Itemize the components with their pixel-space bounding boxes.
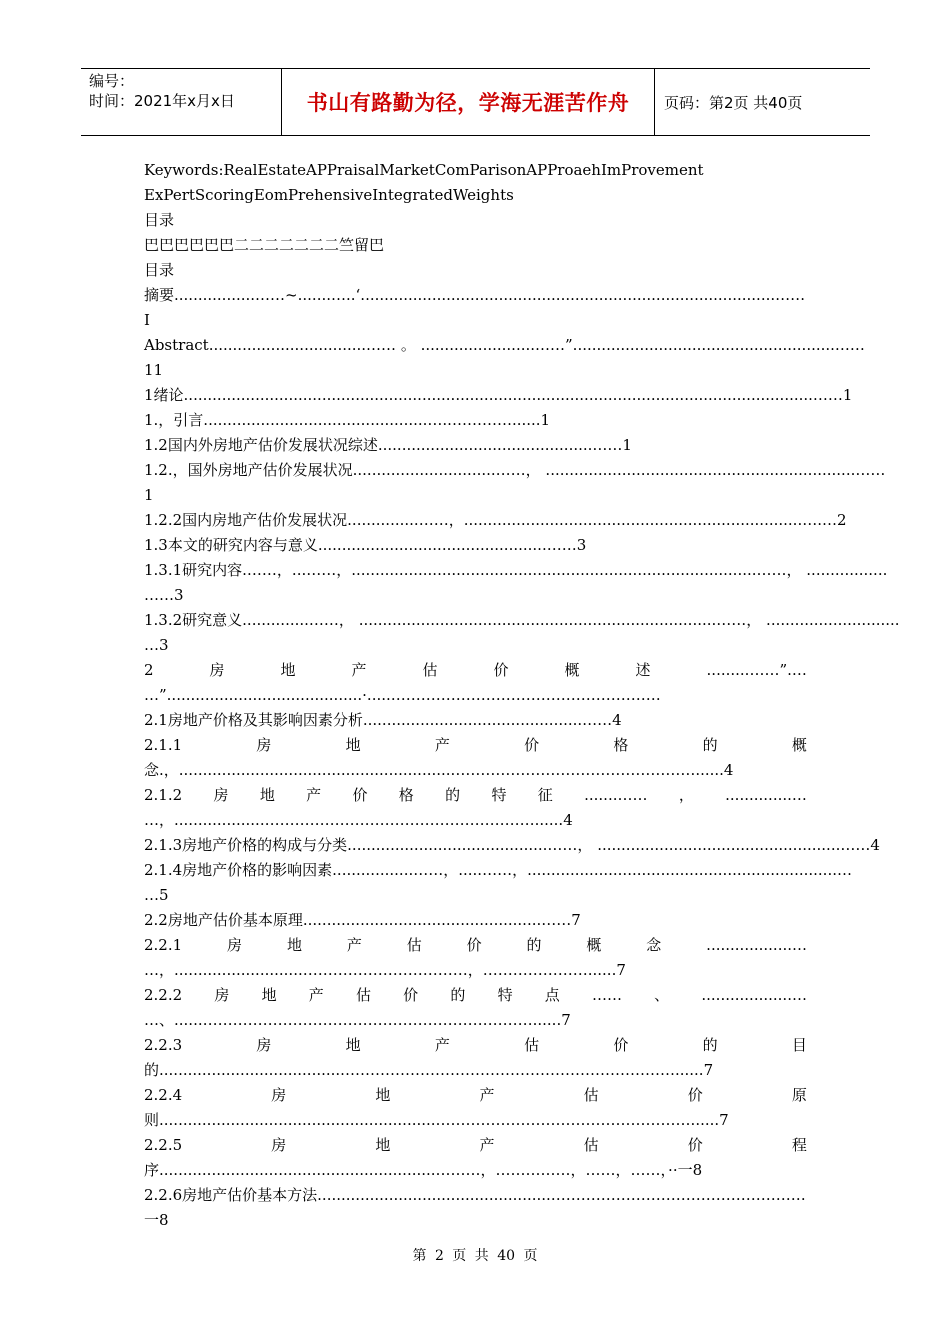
toc-entry-2-2-6[interactable]: 2.2.6房地产估价基本方法.................................................……………………………………………	[144, 1186, 806, 1204]
document-date: 时间：2021年x月x日	[89, 92, 235, 110]
toc-word: 、	[654, 986, 670, 1004]
toc-word: 价	[352, 786, 368, 804]
toc-word: 价	[687, 1086, 703, 1104]
toc-entry-2-1-4[interactable]: 2.1.4房地产价格的影响因素.................……，.....……，.................................................................…	[144, 861, 852, 879]
toc-entry-cont: …”.........................................·.....………………………………………………	[144, 686, 661, 704]
toc-word: 的	[526, 936, 542, 954]
toc-word: 2.2.3	[144, 1036, 183, 1054]
toc-word: 产	[346, 936, 362, 954]
toc-entry-page: I	[144, 311, 150, 329]
toc-word: 房	[271, 1086, 287, 1104]
toc-entry-abstract-en[interactable]: Abstract.................................…… 。 ........................……”.......................................................……	[144, 336, 865, 354]
toc-entry-page: 1	[144, 486, 154, 504]
toc-entry-1-3[interactable]: 1.3本文的研究内容与意义................................................……3	[144, 536, 587, 554]
toc-word: 特	[491, 786, 507, 804]
toc-entry-1-2-1[interactable]: 1.2.，国外房地产估价发展状况..............................……， .................................................................……	[144, 461, 886, 479]
garbled-text: 巴巴巴巴巴巴二二二二二二二竺留巴	[144, 236, 385, 254]
toc-entry-cont: …、......…………………………………………………………......7	[144, 1011, 571, 1029]
toc-word: 价	[403, 986, 419, 1004]
toc-word: 地	[259, 786, 275, 804]
toc-entry-cont: …，...........................……………………………，…………………......7	[144, 961, 626, 979]
document-body	[144, 158, 900, 1233]
keywords-line: Keywords:RealEstateAPPraisalMarketComParisonAPProaehImProvement	[144, 161, 704, 179]
toc-word: 房	[213, 786, 229, 804]
toc-entry-2-2-4[interactable]	[144, 1083, 807, 1108]
toc-word: 述	[635, 661, 651, 679]
toc-word: 2	[144, 661, 154, 679]
toc-entry-page: ……3	[144, 586, 184, 604]
toc-entry-cont: 的.......................................…………………………………………………………......7	[144, 1061, 714, 1079]
toc-word: 念	[646, 936, 662, 954]
toc-word: 2.2.1	[144, 936, 183, 954]
toc-word: 价	[687, 1136, 703, 1154]
toc-word: 2.2.4	[144, 1086, 183, 1104]
toc-entry-2-1[interactable]: 2.1房地产价格及其影响因素分析..............................................……4	[144, 711, 622, 729]
toc-entry-cont: …，...................………………………………………………......4	[144, 811, 573, 829]
toc-word: 的	[450, 986, 466, 1004]
toc-heading-2: 目录	[144, 261, 175, 279]
toc-word: 地	[261, 986, 277, 1004]
toc-entry-1[interactable]: 1绪论....................................................................................................................................……1	[144, 386, 853, 404]
toc-word: 2.2.5	[144, 1136, 183, 1154]
toc-word: 地	[345, 1036, 361, 1054]
toc-word: 格	[398, 786, 414, 804]
toc-word: 概	[564, 661, 580, 679]
toc-word: 产	[434, 736, 450, 754]
toc-word: 价	[493, 661, 509, 679]
toc-entry-1-1[interactable]: 1.，引言...............................................…..…………......1	[144, 411, 551, 429]
keywords-line-cont: ExPertScoringEomPrehensiveIntegratedWeights	[144, 186, 514, 204]
toc-word: 估	[583, 1136, 599, 1154]
toc-word: 地	[375, 1136, 391, 1154]
toc-word: .........……”.…	[706, 661, 807, 679]
toc-entry-abstract-cn[interactable]: 摘要.................……~.......…..‘.......................................................................................……	[144, 286, 806, 304]
toc-word: 房	[256, 736, 272, 754]
toc-word: 地	[280, 661, 296, 679]
toc-word: 2.1.2	[144, 786, 183, 804]
toc-word: 地	[345, 736, 361, 754]
header-motto: 书山有路勤为径，学海无涯苦作舟	[282, 69, 655, 135]
toc-word: 地	[286, 936, 302, 954]
toc-entry-2-1-1[interactable]	[144, 733, 807, 758]
toc-word: ..................…	[706, 936, 807, 954]
page-footer: 第 2 页 共 40 页	[412, 1248, 538, 1264]
toc-word: ……	[591, 986, 622, 1004]
toc-word: 2.1.1	[144, 736, 183, 754]
toc-entry-cont: 念.，..........................................................…………………………………………......4	[144, 761, 734, 779]
document-number-label: 编号：	[89, 72, 135, 90]
toc-entry-1-3-2[interactable]: 1.3.2研究意义..............……， ...........................................................................……， ............................	[144, 611, 900, 629]
toc-entry-page: …5	[144, 886, 169, 904]
toc-word: 产	[479, 1136, 495, 1154]
toc-word: 概	[791, 736, 807, 754]
toc-word: 概	[586, 936, 602, 954]
toc-word: 程	[791, 1136, 807, 1154]
toc-entry-2[interactable]	[144, 658, 807, 683]
toc-word: 价	[524, 736, 540, 754]
toc-word: 征	[537, 786, 553, 804]
toc-word: 产	[434, 1036, 450, 1054]
toc-word: 格	[613, 736, 629, 754]
toc-word: 估	[583, 1086, 599, 1104]
toc-word: 房	[227, 936, 243, 954]
toc-entry-2-2-1[interactable]	[144, 933, 807, 958]
toc-word: ..............…	[725, 786, 807, 804]
toc-word: 特	[497, 986, 513, 1004]
toc-word: 房	[214, 986, 230, 1004]
toc-word: 产	[479, 1086, 495, 1104]
toc-word: ，	[678, 786, 694, 804]
toc-word: 估	[406, 936, 422, 954]
toc-entry-2-2[interactable]: 2.2房地产估价基本原理..................................................……7	[144, 911, 581, 929]
toc-word: 产	[351, 661, 367, 679]
toc-word: ...................…	[701, 986, 807, 1004]
toc-word: 的	[702, 736, 718, 754]
toc-entry-2-2-2[interactable]	[144, 983, 807, 1008]
toc-word: 的	[702, 1036, 718, 1054]
toc-word: 价	[613, 1036, 629, 1054]
toc-entry-page: …3	[144, 636, 169, 654]
toc-entry-2-1-3[interactable]: 2.1.3房地产价格的构成与分类..........................................……， ...................................................……4	[144, 836, 880, 854]
toc-word: 房	[271, 1136, 287, 1154]
toc-word: 估	[422, 661, 438, 679]
toc-entry-2-2-5[interactable]	[144, 1133, 807, 1158]
toc-word: 价	[466, 936, 482, 954]
toc-entry-cont: 则..........................................................……………………………………………......7	[144, 1111, 729, 1129]
toc-entry-1-2-2[interactable]: 1.2.2国内房地产估价发展状况...............……，.......................................................................….…2	[144, 511, 847, 529]
header-page-number: 页码：第2页 共40页	[664, 93, 803, 112]
toc-heading: 目录	[144, 211, 175, 229]
toc-entry-1-2[interactable]: 1.2国内外房地产估价发展状况综述.............................................……1	[144, 436, 632, 454]
page-header	[81, 68, 870, 136]
toc-entry-2-2-3[interactable]	[144, 1033, 807, 1058]
toc-word: 房	[209, 661, 225, 679]
toc-word: 地	[375, 1086, 391, 1104]
header-info-cell	[81, 69, 282, 135]
toc-word: 点	[544, 986, 560, 1004]
toc-entry-1-3-1[interactable]: 1.3.1研究内容.……，...……，.....................................................................................……， .................	[144, 561, 888, 579]
toc-word: 产	[308, 986, 324, 1004]
toc-word: 2.2.2	[144, 986, 183, 1004]
toc-entry-cont: 序..........................................................………，……………，……，……，··一8	[144, 1161, 703, 1179]
toc-word: 的	[445, 786, 461, 804]
toc-entry-page: 11	[144, 361, 164, 379]
toc-word: 估	[524, 1036, 540, 1054]
toc-word: 房	[256, 1036, 272, 1054]
toc-entry-2-1-2[interactable]	[144, 783, 807, 808]
toc-word: 估	[355, 986, 371, 1004]
toc-word: 原	[791, 1086, 807, 1104]
toc-entry-page: 一8	[144, 1211, 169, 1229]
toc-word: 目	[791, 1036, 807, 1054]
toc-word: .......……	[584, 786, 648, 804]
toc-word: 产	[306, 786, 322, 804]
